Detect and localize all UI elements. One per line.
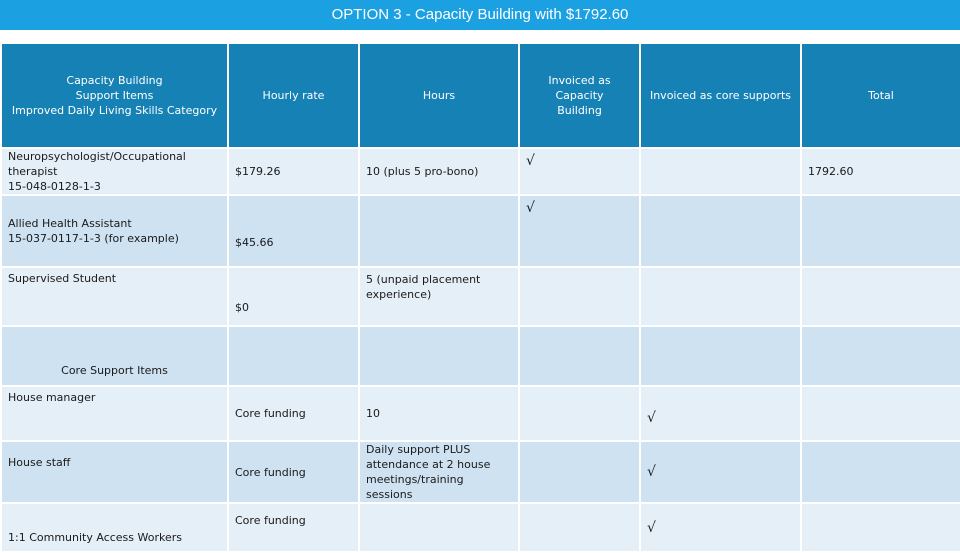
rate-cell: Core funding [228, 441, 359, 503]
header-core: Invoiced as core supports [640, 43, 801, 148]
header-row [1, 43, 960, 148]
table-row [1, 195, 960, 267]
total-cell [801, 195, 960, 267]
rate-cell: $0 [228, 267, 359, 326]
total-cell [801, 503, 960, 552]
header-hours: Hours [359, 43, 519, 148]
capacity-cell [519, 386, 640, 441]
item-cell: Allied Health Assistant 15-037-0117-1-3 (for example) [1, 195, 228, 267]
capacity-check: √ [519, 195, 640, 267]
table-row [1, 503, 960, 552]
capacity-check: √ [519, 148, 640, 195]
rate-cell: Core funding [228, 503, 359, 552]
item-cell: House manager [1, 386, 228, 441]
capacity-cell [519, 441, 640, 503]
table-row [1, 148, 960, 195]
capacity-check [519, 267, 640, 326]
capacity-cell [519, 503, 640, 552]
header-item: Capacity Building Support Items Improved Daily Living Skills Category [1, 43, 228, 148]
hours-cell: 10 [359, 386, 519, 441]
rate-cell: $179.26 [228, 148, 359, 195]
core-check: √ [640, 503, 801, 552]
table-row [1, 267, 960, 326]
hours-cell [359, 503, 519, 552]
core-cell [640, 267, 801, 326]
item-cell: Neuropsychologist/Occupational therapist 15-048-0128-1-3 [1, 148, 228, 195]
hours-cell: Daily support PLUS attendance at 2 house meetings/training sessions [359, 441, 519, 503]
item-cell: Supervised Student [1, 267, 228, 326]
rate-cell: Core funding [228, 386, 359, 441]
total-cell [801, 267, 960, 326]
cost-table [0, 42, 960, 553]
page-title: OPTION 3 - Capacity Building with $1792.60 [0, 0, 960, 31]
total-cell [801, 386, 960, 441]
core-cell [640, 148, 801, 195]
item-cell: House staff [1, 441, 228, 503]
header-capacity: Invoiced as Capacity Building [519, 43, 640, 148]
hours-cell: 5 (unpaid placement experience) [359, 267, 519, 326]
rate-cell: $45.66 [228, 195, 359, 267]
core-check: √ [640, 386, 801, 441]
hours-cell [359, 195, 519, 267]
core-check: √ [640, 441, 801, 503]
table-row [1, 386, 960, 441]
section-label: Core Support Items [1, 326, 228, 386]
total-cell [801, 441, 960, 503]
header-total: Total [801, 43, 960, 148]
item-cell: 1:1 Community Access Workers [1, 503, 228, 552]
header-rate: Hourly rate [228, 43, 359, 148]
core-cell [640, 195, 801, 267]
table-row [1, 441, 960, 503]
hours-cell: 10 (plus 5 pro-bono) [359, 148, 519, 195]
section-row [1, 326, 960, 386]
total-cell: 1792.60 [801, 148, 960, 195]
